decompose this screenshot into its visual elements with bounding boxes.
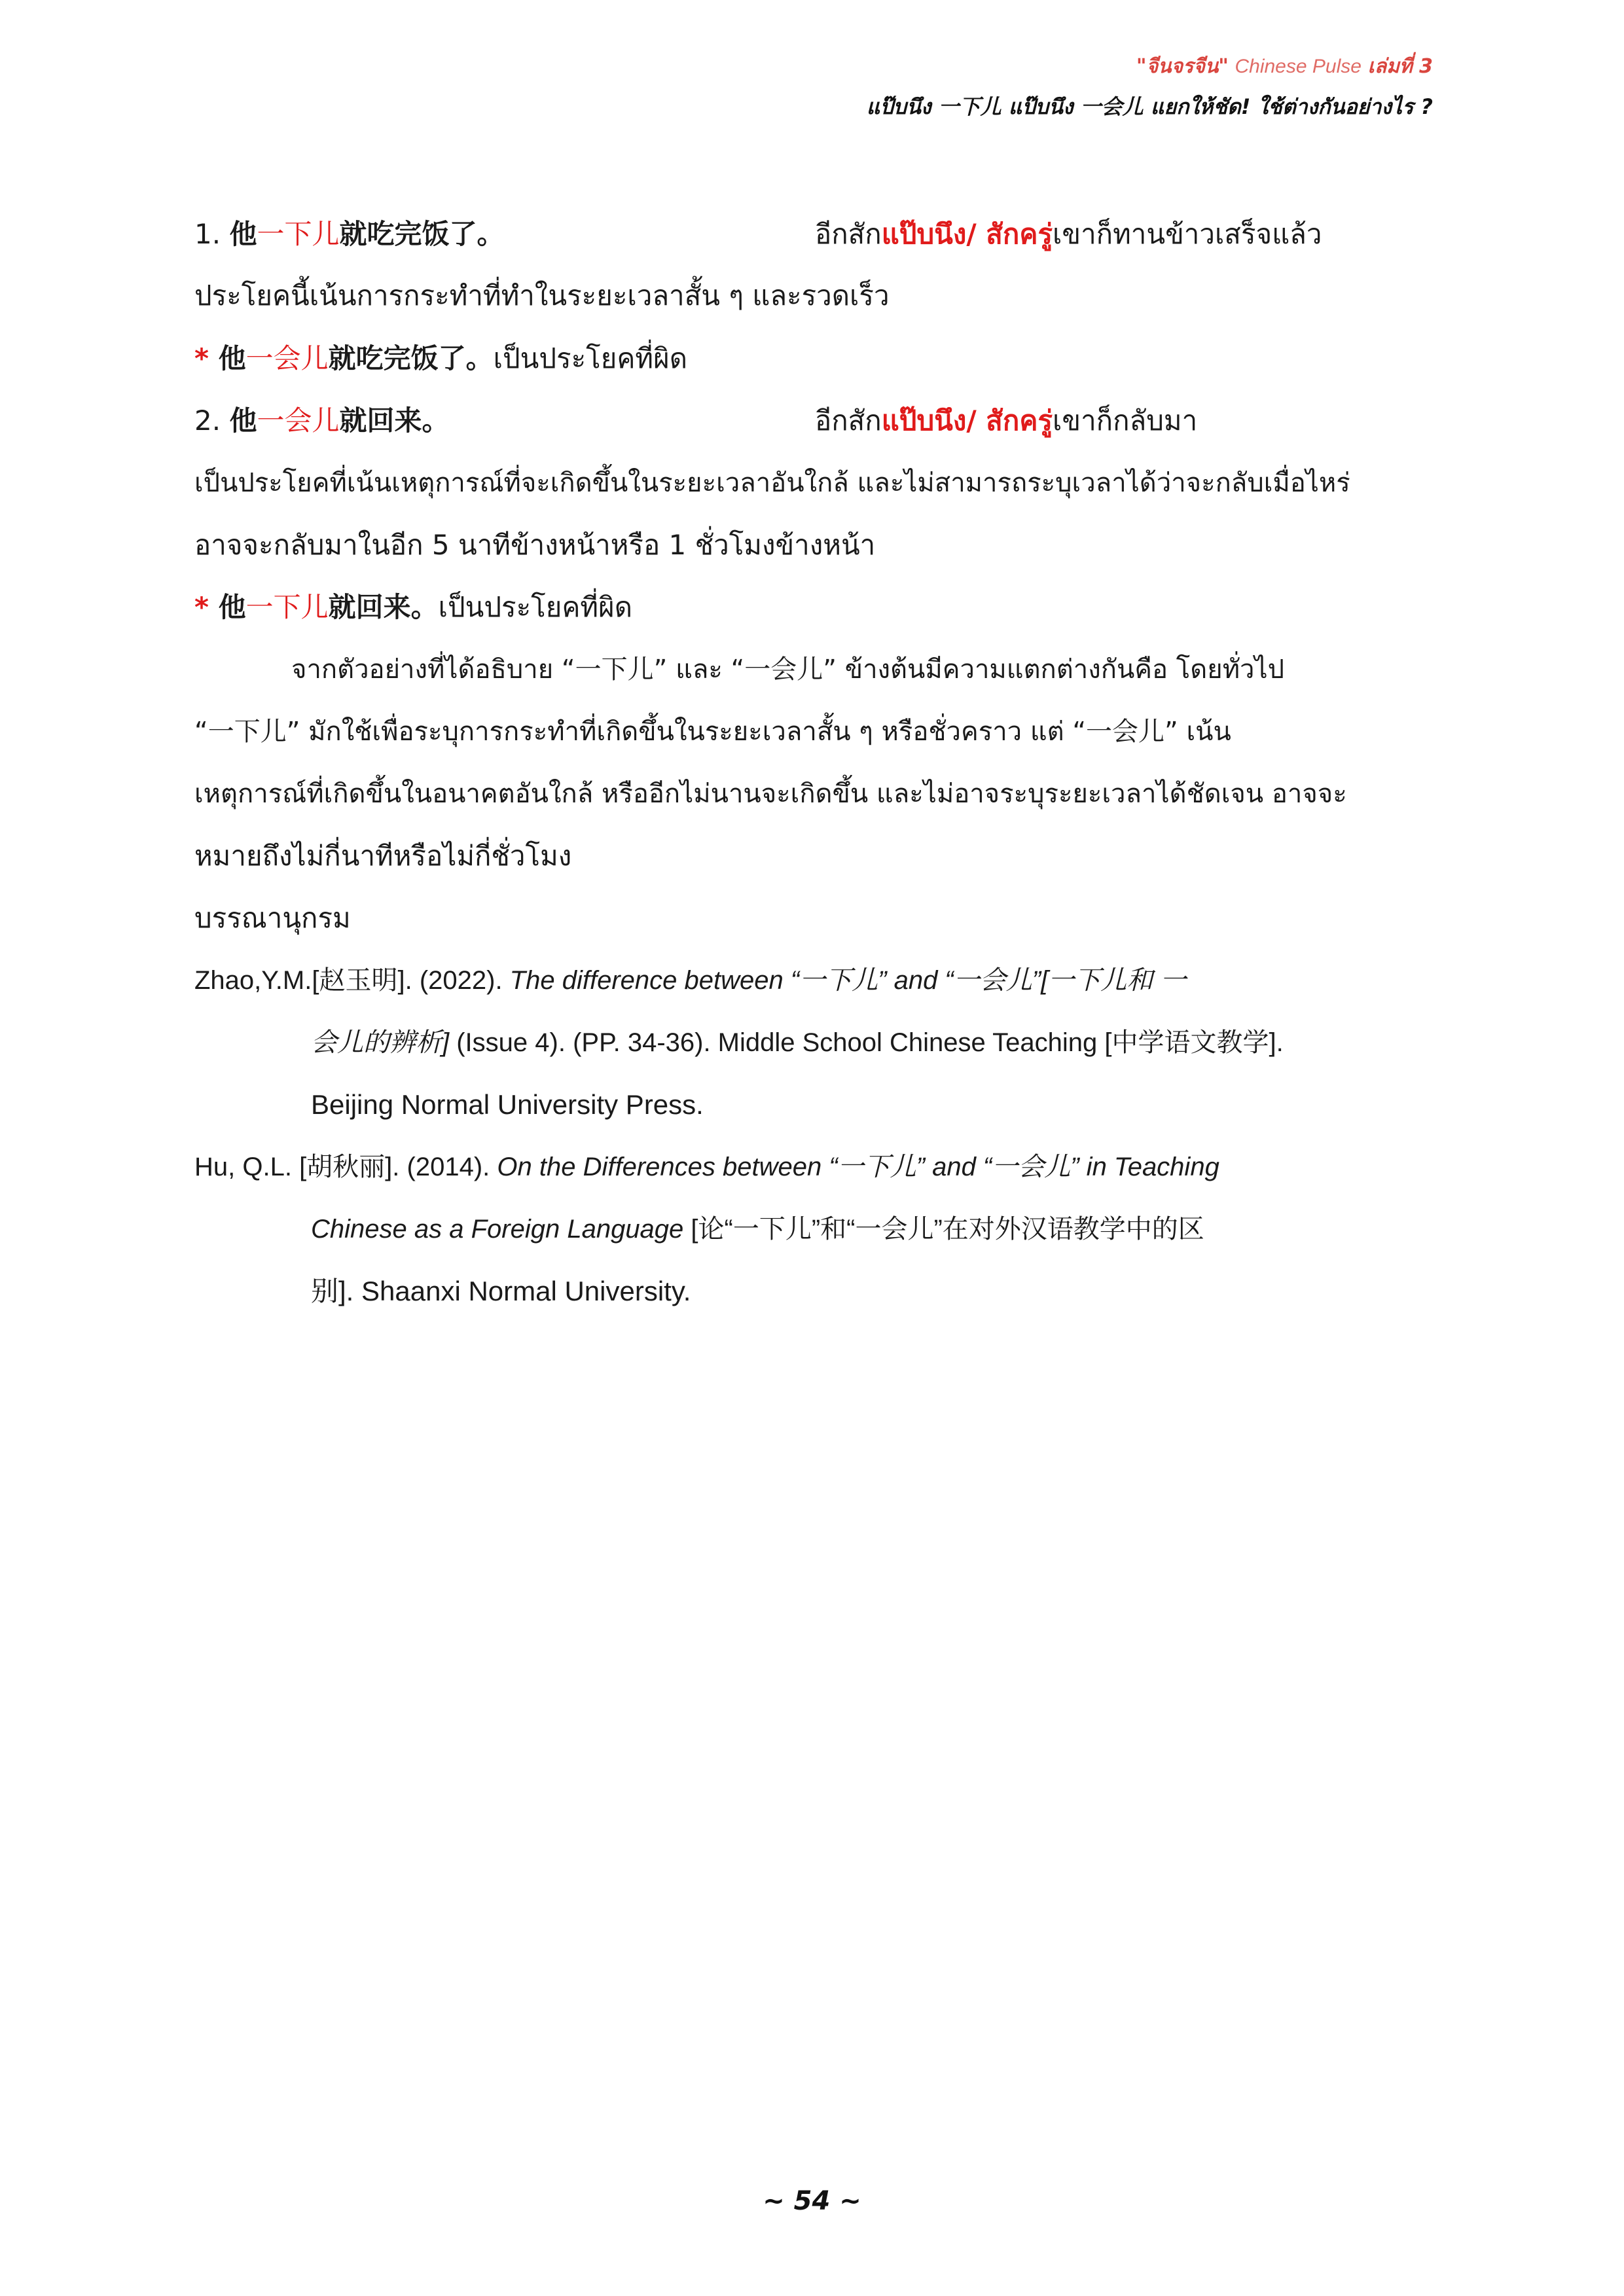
example-1-thai: อีกสักแป๊บนึง/ สักครู่เขาก็ทานข้าวเสร็จแล้ว [815, 218, 1322, 250]
example-1-explanation: ประโยคนี้เน้นการกระทำที่ทำในระยะเวลาสั้น ๆ และรวดเร็ว [194, 279, 890, 312]
reference-1-line-3: Beijing Normal University Press. [311, 1089, 704, 1120]
summary-line-3: เหตุการณ์ที่เกิดขึ้นในอนาคตอันใกล้ หรืออีกไม่นานจะเกิดขึ้น และไม่อาจระบุระยะเวลาได้ชัดเจน อาจจะ [194, 779, 1347, 809]
example-2-explanation-line2: อาจจะกลับมาในอีก 5 นาทีข้างหน้าหรือ 1 ชั่วโมงข้างหน้า [194, 529, 876, 561]
running-header [1136, 51, 1433, 82]
volume-label: เล่มที่ 3 [1367, 55, 1433, 78]
bibliography-heading: บรรณานุกรม [194, 902, 351, 934]
summary-line-2: “一下儿” มักใช้เพื่อระบุการกระทำที่เกิดขึ้นในระยะเวลาสั้น ๆ หรือชั่วคราว แต่ “一会儿” เน้น [194, 717, 1231, 747]
magazine-name: "จีนจรจีน" [1136, 55, 1229, 78]
example-2-wrong: * 他一下儿就回来。เป็นประโยคที่ผิด [194, 591, 632, 623]
example-1-wrong: * 他一会儿就吃完饭了。เป็นประโยคที่ผิด [194, 342, 687, 374]
reference-2-line-3: 别]. Shaanxi Normal University. [311, 1276, 691, 1306]
summary-line-1: จากตัวอย่างที่ได้อธิบาย “一下儿” และ “一会儿” ข้างต้นมีความแตกต่างกันคือ โดยทั่วไป [291, 655, 1285, 685]
example-1-chinese: 1. 他一下儿就吃完饭了。 [194, 218, 505, 250]
summary-line-4: หมายถึงไม่กี่นาทีหรือไม่กี่ชั่วโมง [194, 840, 572, 872]
example-2-chinese: 2. 他一会儿就回来。 [194, 404, 450, 437]
example-2-thai: อีกสักแป๊บนึง/ สักครู่เขาก็กลับมา [815, 404, 1198, 437]
page-number: ~ 54 ~ [763, 2186, 861, 2216]
reference-1-line-1: Zhao,Y.M.[赵玉明]. (2022). The difference between “一下儿” and “一会儿”[一下儿和 一 [194, 966, 1187, 995]
reference-2-line-2: Chinese as a Foreign Language [论“一下儿”和“一会儿”在对外汉语教学中的区 [311, 1215, 1204, 1244]
example-2-explanation-line1: เป็นประโยคที่เน้นเหตุการณ์ที่จะเกิดขึ้นในระยะเวลาอันใกล้ และไม่สามารถระบุเวลาได้ว่าจะกลับเมื่อไหร่ [194, 468, 1350, 498]
reference-2-line-1: Hu, Q.L. [胡秋丽]. (2014). On the Differences between “一下儿” and “一会儿” in Teaching [194, 1153, 1219, 1181]
magazine-name-en: Chinese Pulse [1235, 56, 1362, 77]
article-subtitle: แป๊บนึง 一下儿 แป๊บนึง 一会儿 แยกให้ชัด! ใช้ต่างกันอย่างไร ? [866, 94, 1433, 119]
reference-1-line-2: 会儿的辨析] (Issue 4). (PP. 34-36). Middle School Chinese Teaching [中学语文教学]. [311, 1028, 1284, 1057]
